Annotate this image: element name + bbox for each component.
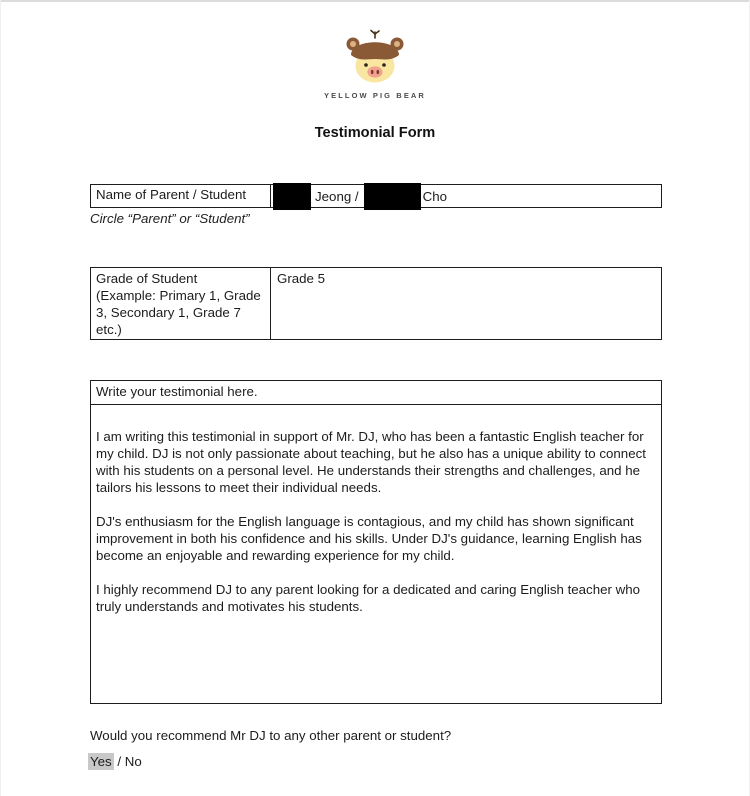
testimonial-paragraph: I am writing this testimonial in support of Mr. DJ, who has been a fantastic English teacher for my child. DJ is not only passionate about teaching, but he also has a unique ability to connect with his students on a personal level. He understands their strengths and challenges, and he tailors his lessons to meet their individual needs. <box>96 429 646 495</box>
option-separator: / <box>113 754 125 769</box>
name-value-field[interactable] <box>271 185 661 207</box>
page-title: Testimonial Form <box>314 125 436 141</box>
grade-label-cell <box>91 268 271 339</box>
testimonial-header-cell: Write your testimonial here. <box>91 381 661 405</box>
testimonial-paragraph: I highly recommend DJ to any parent looking for a dedicated and caring English teacher who truly understands and motivates his students. <box>96 582 641 614</box>
page-left-edge <box>0 0 1 796</box>
option-yes[interactable]: Yes <box>90 754 112 769</box>
grade-value-field[interactable]: Grade 5 <box>277 271 326 286</box>
circle-instruction-note: Circle “Parent” or “Student” <box>90 211 250 226</box>
pig-bear-logo-icon <box>343 28 407 88</box>
redaction-box-first-name-1 <box>273 183 311 210</box>
brand-name: YELLOW PIG BEAR <box>324 91 426 100</box>
testimonial-paragraph: DJ's enthusiasm for the English language is contagious, and my child has shown significant improvement in both his confidence and his skills. Under DJ's guidance, learning English has become an enjoyable and rewarding experience for my child. <box>96 514 642 563</box>
name-table <box>90 184 662 208</box>
grade-label-title: Grade of Student <box>96 271 198 286</box>
option-no[interactable]: No <box>124 754 142 769</box>
pig-snout <box>367 66 382 77</box>
yes-no-options <box>90 753 142 770</box>
testimonial-body-field[interactable] <box>91 405 661 703</box>
name-value-part1: Jeong / <box>315 188 359 204</box>
name-value-part2: Cho <box>422 188 448 204</box>
recommend-question: Would you recommend Mr DJ to any other parent or student? <box>90 728 452 743</box>
name-label-cell: Name of Parent / Student <box>91 185 271 207</box>
redaction-box-first-name-2 <box>364 183 421 210</box>
grade-label-example: (Example: Primary 1, Grade 3, Secondary 1, Grade 7 etc.) <box>96 288 261 337</box>
grade-table <box>90 267 662 340</box>
sprig <box>371 31 379 39</box>
page-top-divider <box>0 0 750 2</box>
testimonial-table <box>90 380 662 704</box>
